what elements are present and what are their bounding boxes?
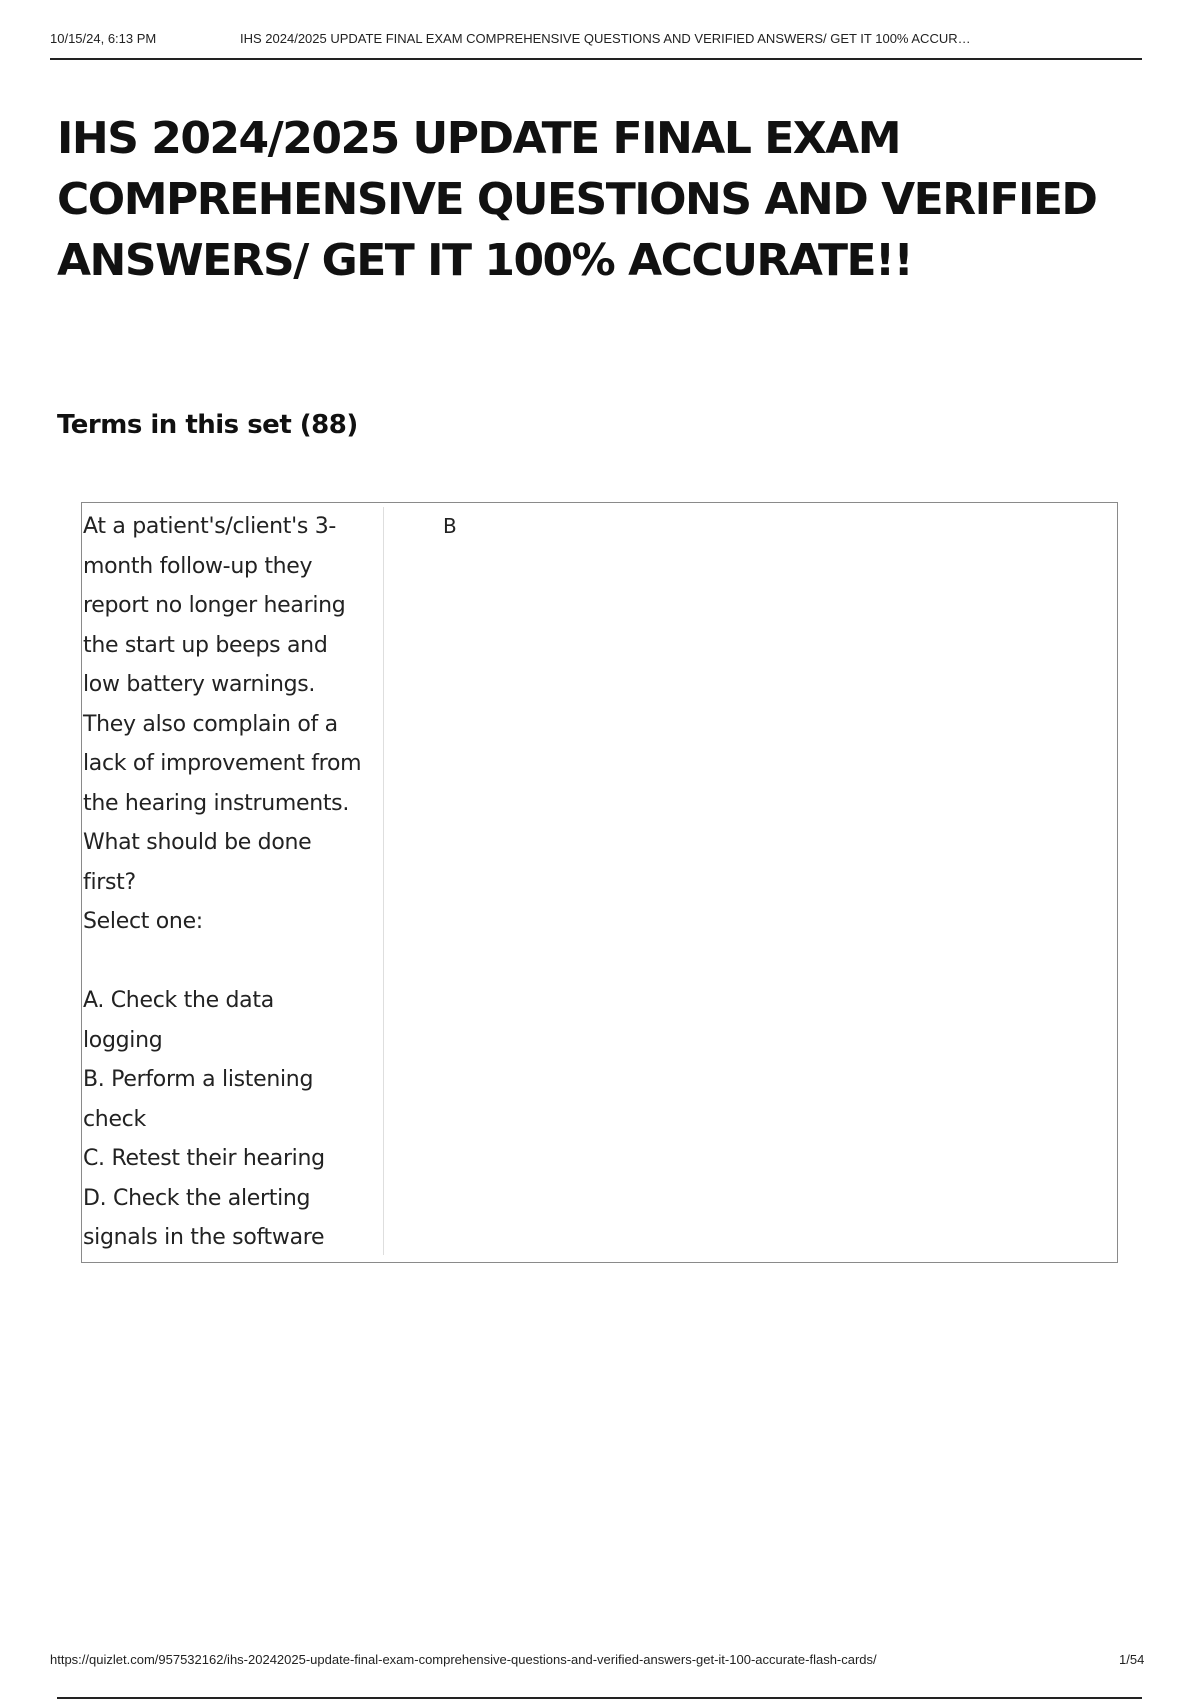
footer-divider [57, 1697, 1142, 1699]
page-number: 1/54 [1119, 1652, 1145, 1667]
print-header [50, 28, 1142, 60]
page-title: IHS 2024/2025 UPDATE FINAL EXAM COMPREHENSIVE QUESTIONS AND VERIFIED ANSWERS/ GET IT 100% ACCURATE!! [57, 113, 1097, 286]
print-header-title: IHS 2024/2025 UPDATE FINAL EXAM COMPREHENSIVE QUESTIONS AND VERIFIED ANSWERS/ GET IT 100% ACCUR… [240, 31, 971, 46]
flashcard-term: At a patient's/client's 3- month follow-up they report no longer hearing the start up beeps and low battery warnings. They also complain of a lack of improvement from the hearing instruments. What should be done first? Select one: A. Check the data logging B. Perform a listening check C. Retest their hearing D. Check the alerting signals in the software [83, 507, 384, 1255]
print-timestamp: 10/15/24, 6:13 PM [50, 31, 157, 46]
flashcard-definition: B [443, 514, 457, 538]
print-footer-url: https://quizlet.com/957532162/ihs-20242025-update-final-exam-comprehensive-questions-and-verified-answers-get-it-100-accurate-flash-cards/ [50, 1652, 877, 1667]
flashcard [81, 502, 1118, 1263]
terms-count-heading: Terms in this set (88) [57, 410, 358, 440]
